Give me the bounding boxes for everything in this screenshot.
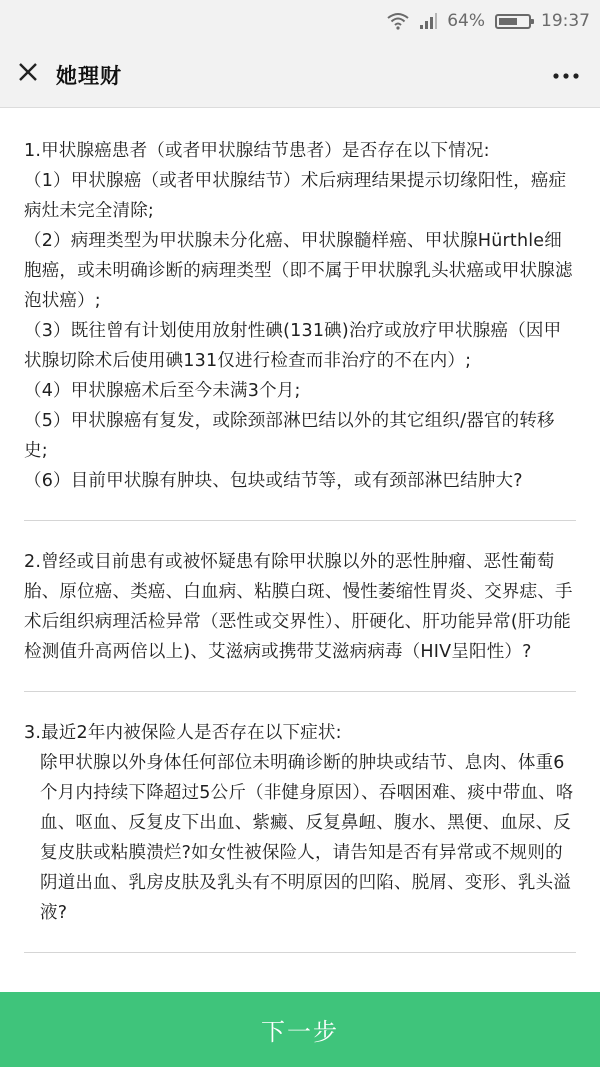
- question-item: （5）甲状腺癌有复发，或除颈部淋巴结以外的其它组织/器官的转移史;: [24, 411, 555, 461]
- question-item: （4）甲状腺癌术后至今未满3个月;: [24, 381, 301, 401]
- battery-level: [499, 18, 517, 25]
- nav-bar: [0, 42, 600, 108]
- status-indicators: [387, 9, 590, 33]
- question-item: （3）既往曾有计划使用放射性碘(131碘)治疗或放疗甲状腺癌（因甲状腺切除术后使用碘131仅进行检查而非治疗的不在内）;: [24, 321, 562, 371]
- questionnaire-content[interactable]: [0, 108, 600, 992]
- question-text: 2.曾经或目前患有或被怀疑患有除甲状腺以外的恶性肿瘤、恶性葡萄胎、原位癌、类癌、白血病、粘膜白斑、慢性萎缩性胃炎、交界痣、手术后组织病理活检异常（恶性或交界性）、肝硬化、肝功能异常(肝功能检测值升高两倍以上)、艾滋病或携带艾滋病病毒（HIV呈阳性）?: [24, 552, 573, 662]
- signal-icon: [419, 12, 437, 30]
- more-icon: [552, 65, 580, 84]
- close-button[interactable]: [12, 58, 44, 90]
- question-item: （2）病理类型为甲状腺未分化癌、甲状腺髓样癌、甲状腺Hürthle细胞癌，或未明确诊断的病理类型（即不属于甲状腺乳头状癌或甲状腺滤泡状癌）;: [24, 231, 573, 311]
- question-text: 1.甲状腺癌患者（或者甲状腺结节患者）是否存在以下情况:: [24, 141, 490, 161]
- wifi-icon: [387, 12, 409, 30]
- status-bar: [0, 0, 600, 42]
- close-icon: [17, 61, 39, 87]
- question-item: （1）甲状腺癌（或者甲状腺结节）术后病理结果提示切缘阳性，癌症病灶未完全清除;: [24, 171, 567, 221]
- question-section-2: [24, 521, 576, 692]
- next-step-button[interactable]: 下一步: [0, 992, 600, 1067]
- question-text: 3.最近2年内被保险人是否存在以下症状:: [24, 723, 342, 743]
- battery-percent: 64%: [447, 11, 485, 31]
- battery-icon: [495, 14, 531, 29]
- more-button[interactable]: [548, 64, 584, 84]
- clock: 19:37: [541, 11, 590, 31]
- question-section-3: [24, 692, 576, 953]
- question-item: （6）目前甲状腺有肿块、包块或结节等，或有颈部淋巴结肿大?: [24, 471, 523, 491]
- question-body: 除甲状腺以外身体任何部位未明确诊断的肿块或结节、息肉、体重6个月内持续下降超过5公斤（非健身原因）、吞咽困难、痰中带血、咯血、呕血、反复皮下出血、紫癜、反复鼻衄、腹水、黑便、血尿、反复皮肤或粘膜溃烂?如女性被保险人，请告知是否有异常或不规则的阴道出血、乳房皮肤及乳头有不明原因的凹陷、脱屑、变形、乳头溢液?: [40, 753, 574, 923]
- page-title: 她理财: [56, 64, 122, 88]
- question-section-1: [24, 108, 576, 521]
